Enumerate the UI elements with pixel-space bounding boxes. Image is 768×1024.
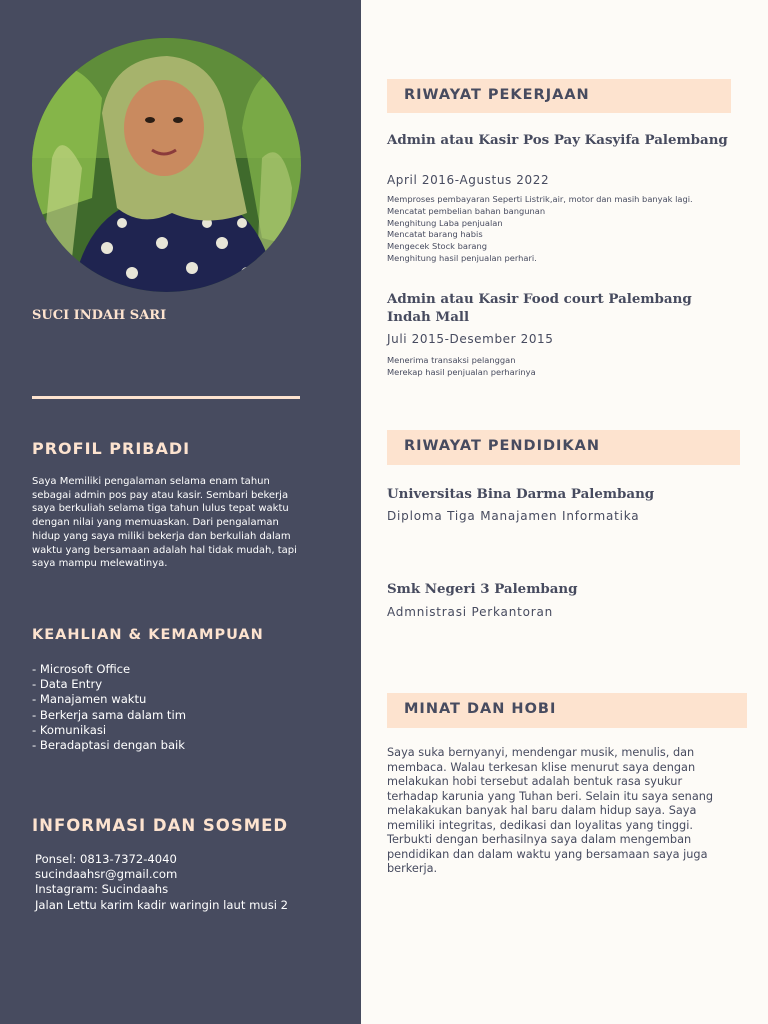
duty-item: Menghitung Laba penjualan bbox=[387, 217, 503, 228]
job-duties bbox=[387, 355, 536, 379]
duty-item: Menerima transaksi pelanggan bbox=[387, 355, 516, 365]
phone-text: Ponsel: 0813-7372-4040 bbox=[35, 852, 177, 866]
address-text: Jalan Lettu karim kadir waringin laut musi 2 bbox=[35, 897, 289, 912]
duty-item: Memproses pembayaran Seperti Listrik,air, motor dan masih banyak lagi. bbox=[387, 194, 693, 204]
hobbies-heading-band bbox=[387, 693, 747, 728]
profile-photo bbox=[32, 38, 301, 292]
work-heading-band bbox=[387, 79, 731, 113]
school-program: Admnistrasi Perkantoran bbox=[387, 605, 554, 619]
duty-item: Mengecek Stock barang bbox=[387, 241, 487, 252]
school-name: Smk Negeri 3 Palembang bbox=[387, 581, 578, 597]
sidebar-divider bbox=[32, 396, 300, 399]
job-duties bbox=[387, 194, 693, 265]
job-dates: April 2016-Agustus 2022 bbox=[387, 173, 550, 187]
school-name: Universitas Bina Darma Palembang bbox=[387, 486, 655, 502]
education-heading: RIWAYAT PENDIDIKAN bbox=[404, 438, 601, 454]
job-title: Admin atau Kasir Pos Pay Kasyifa Palembang bbox=[387, 132, 728, 148]
hobbies-heading: MINAT DAN HOBI bbox=[404, 701, 557, 717]
skills-list bbox=[32, 662, 186, 753]
skill-item: - Berkerja sama dalam tim bbox=[32, 707, 186, 722]
duty-item: Mencatat pembelian bahan bangunan bbox=[387, 205, 546, 216]
school-program: Diploma Tiga Manajamen Informatika bbox=[387, 509, 640, 523]
hobbies-text: Saya suka bernyanyi, mendengar musik, menulis, dan membaca. Walau terkesan klise menurut saya dengan melakukan hobi tersebut adalah bentuk rasa syukur terhadap karunia yang Tuhan beri. Selain itu saya senang melakakukan banyak hal baru dalam hidup saya. Saya memiliki integritas, dedikasi dan loyalitas yang tinggi. Terbukti dengan berhasilnya saya dalam mengemban pendidikan dan dalam waktu yang bersamaan saya juga berkerja. bbox=[387, 746, 714, 875]
duty-item: Mencatat barang habis bbox=[387, 229, 483, 240]
instagram-text: Instagram: Sucindaahs bbox=[35, 882, 169, 897]
skill-item: - Komunikasi bbox=[32, 722, 107, 737]
skill-item: - Beradaptasi dengan baik bbox=[32, 738, 185, 753]
skill-item: - Microsoft Office bbox=[32, 662, 131, 676]
skills-heading: KEAHLIAN & KEMAMPUAN bbox=[32, 627, 264, 643]
skill-item: - Data Entry bbox=[32, 677, 103, 692]
profil-text: Saya Memiliki pengalaman selama enam tahun sebagai admin pos pay atau kasir. Sembari bekerja saya berkuliah selama tiga tahun lulus tepat waktu dengan nilai yang memuaskan. Dari pengalaman hidup yang saya miliki bekerja dan berkuliah dalam waktu yang bersamaan adalah hal tidak mudah, tapi saya mampu melewatinya. bbox=[32, 476, 297, 570]
profil-heading: PROFIL PRIBADI bbox=[32, 439, 191, 458]
job-title: Admin atau Kasir Food court Palembang Indah Mall bbox=[387, 291, 692, 325]
job-dates: Juli 2015-Desember 2015 bbox=[387, 332, 554, 346]
contact-block bbox=[35, 852, 288, 913]
profile-photo-image bbox=[32, 38, 301, 292]
work-heading: RIWAYAT PEKERJAAN bbox=[404, 87, 590, 103]
info-heading: INFORMASI DAN SOSMED bbox=[32, 816, 289, 835]
duty-item: Merekap hasil penjualan perharinya bbox=[387, 366, 536, 377]
education-heading-band bbox=[387, 430, 740, 465]
full-name: SUCI INDAH SARI bbox=[32, 308, 167, 323]
duty-item: Menghitung hasil penjualan perhari. bbox=[387, 252, 537, 263]
sidebar bbox=[0, 0, 361, 1024]
email-text: sucindaahsr@gmail.com bbox=[35, 867, 178, 882]
skill-item: - Manajamen waktu bbox=[32, 692, 147, 707]
